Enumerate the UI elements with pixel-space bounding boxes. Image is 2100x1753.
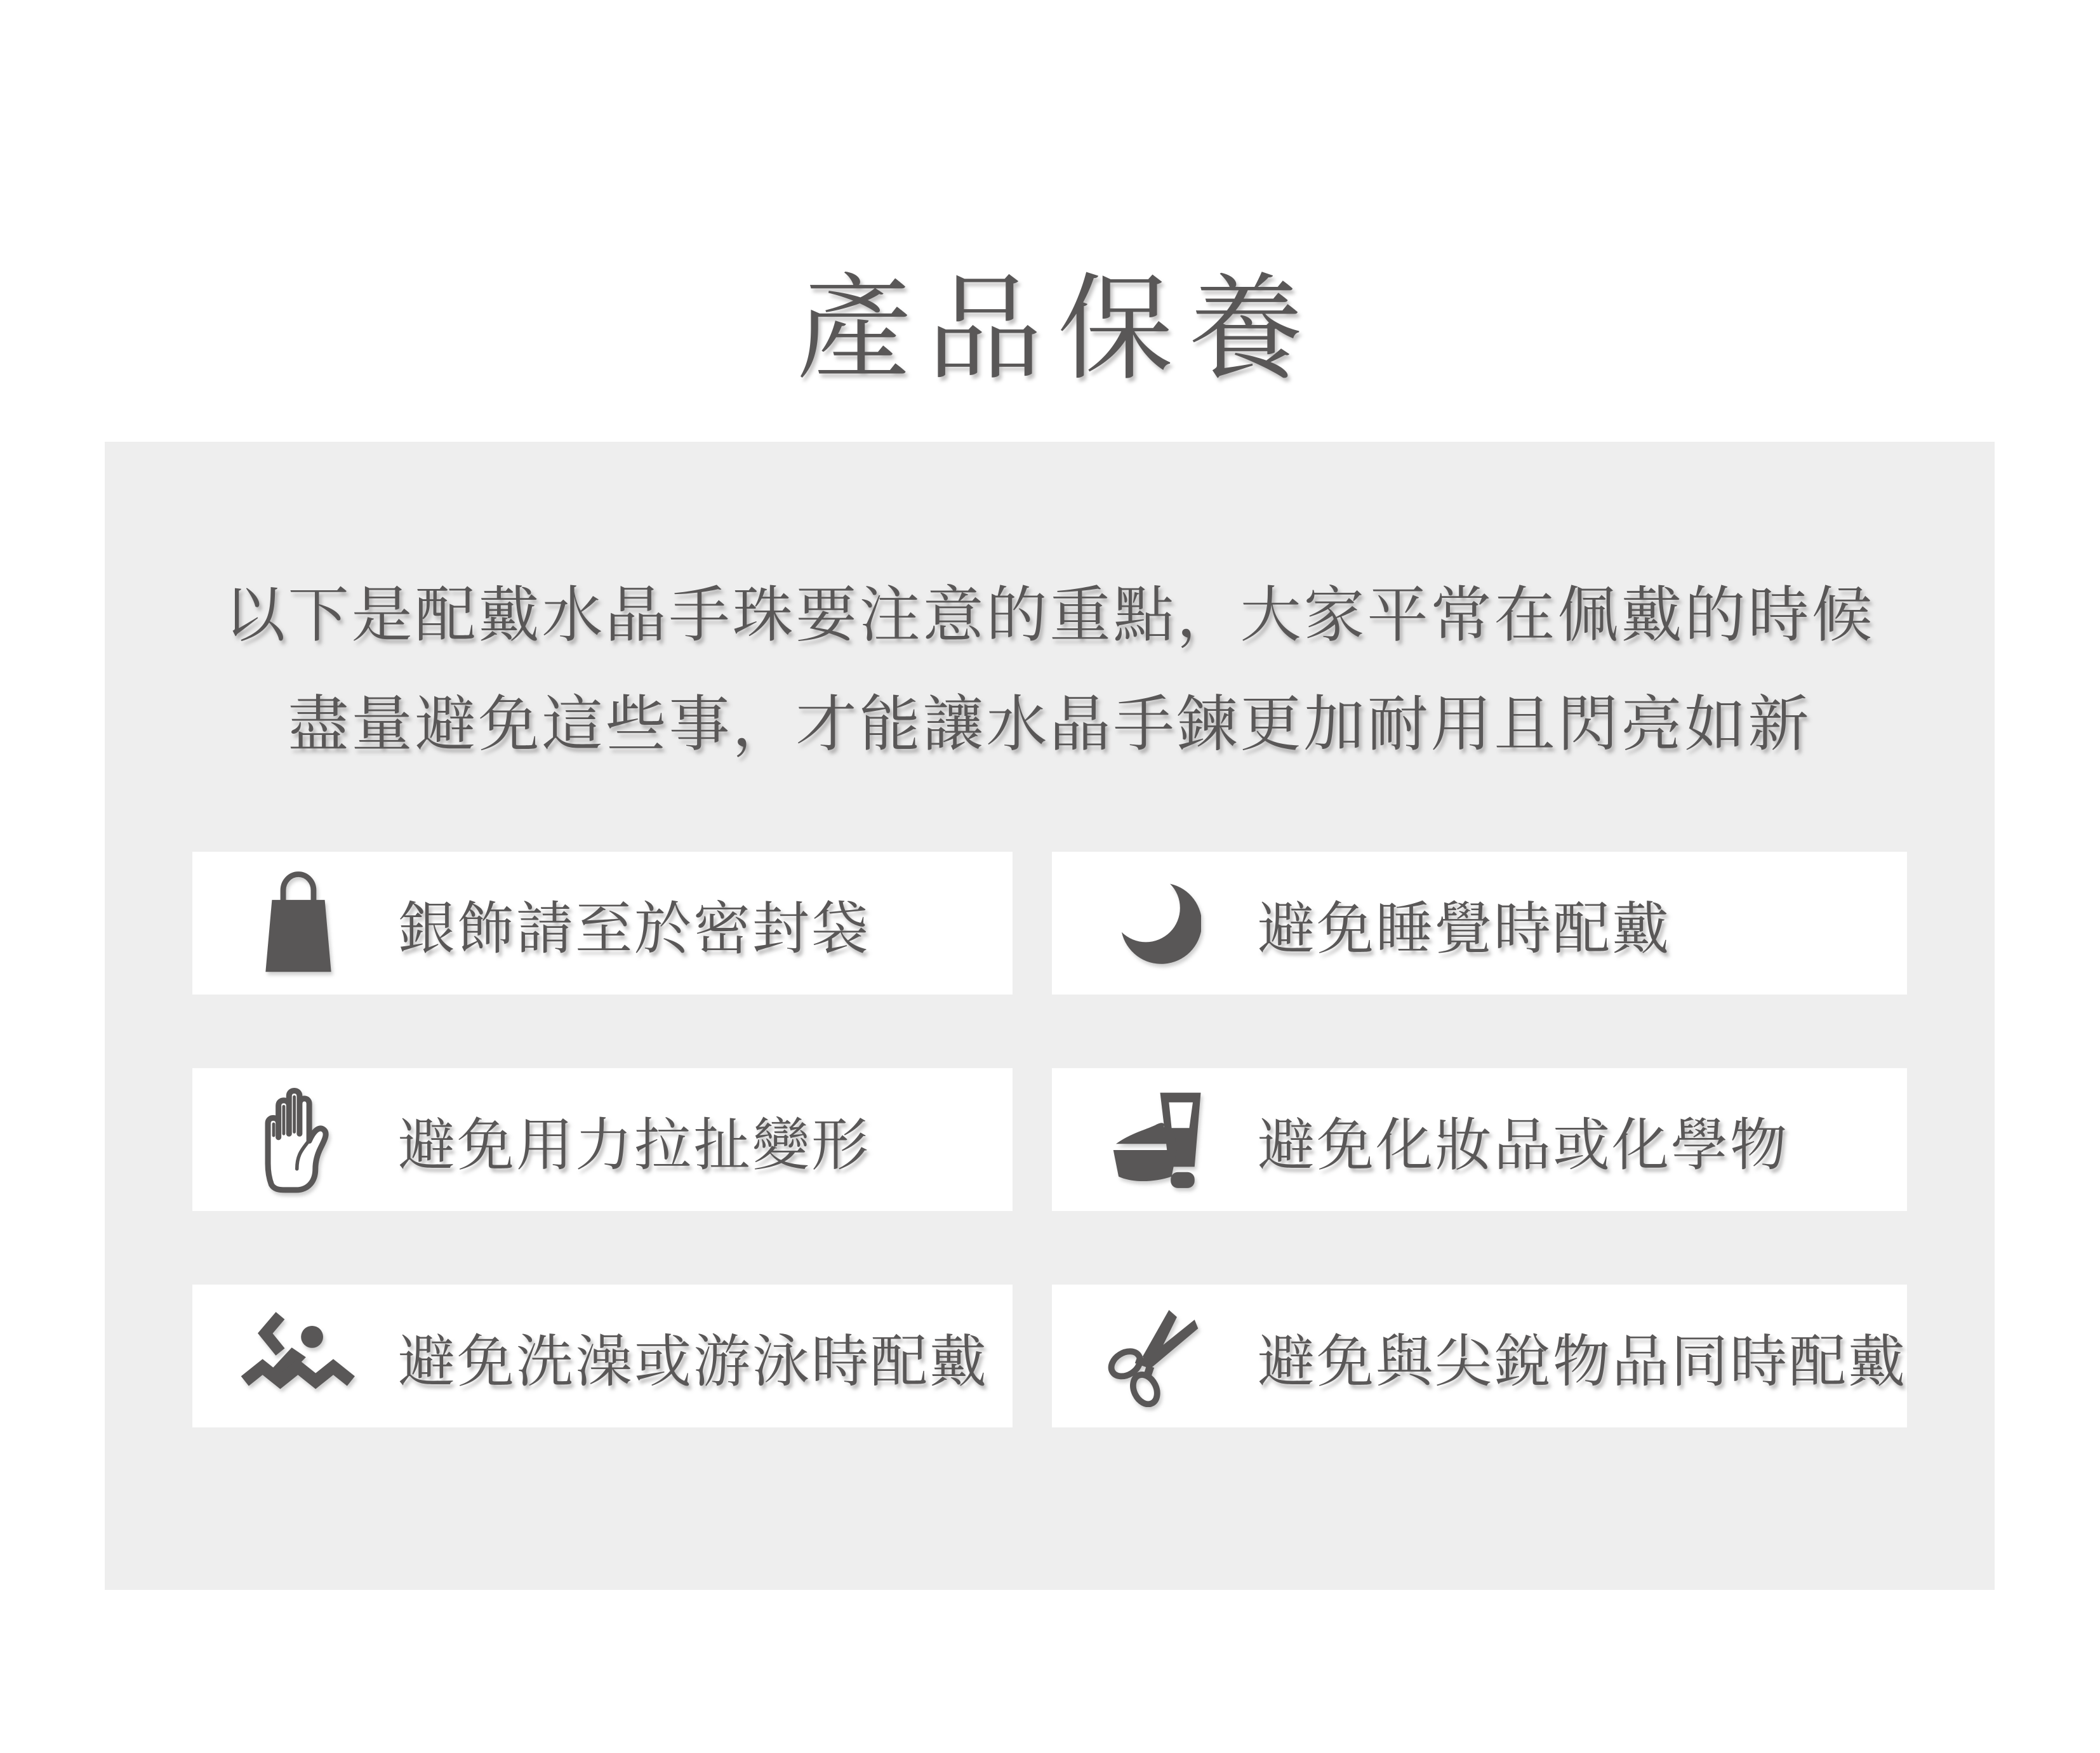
care-card-label: 避免用力拉扯變形 bbox=[398, 1114, 870, 1177]
scissors-icon bbox=[1098, 1293, 1218, 1420]
care-card-label: 避免化妝品或化學物 bbox=[1258, 1114, 1789, 1177]
care-card-pulling bbox=[192, 1068, 1013, 1211]
care-card-cosmetics bbox=[1052, 1068, 1907, 1211]
care-card-label: 避免睡覺時配戴 bbox=[1258, 897, 1671, 961]
care-card-label: 避免洗澡或游泳時配戴 bbox=[398, 1330, 988, 1394]
moon-icon bbox=[1098, 860, 1218, 987]
cosmetics-icon bbox=[1098, 1076, 1218, 1203]
care-card-sleep bbox=[1052, 852, 1907, 995]
intro-text bbox=[105, 561, 1995, 779]
care-cards-grid bbox=[192, 852, 1907, 1427]
care-card-swimming bbox=[192, 1285, 1013, 1427]
care-card-sealed-bag bbox=[192, 852, 1013, 995]
intro-line-1: 以下是配戴水晶手珠要注意的重點，大家平常在佩戴的時候 bbox=[224, 581, 1875, 649]
shopping-bag-icon bbox=[238, 860, 359, 987]
care-panel bbox=[105, 442, 1995, 1590]
care-card-label: 避免與尖銳物品同時配戴 bbox=[1258, 1330, 1907, 1394]
hand-icon bbox=[238, 1076, 359, 1203]
care-card-label: 銀飾請至於密封袋 bbox=[398, 897, 870, 961]
page-title: 產品保養 bbox=[796, 266, 1319, 394]
intro-line-2: 盡量避免這些事，才能讓水晶手鍊更加耐用且閃亮如新 bbox=[288, 691, 1812, 758]
swimmer-icon bbox=[238, 1293, 359, 1420]
care-card-sharp-objects bbox=[1052, 1285, 1907, 1427]
